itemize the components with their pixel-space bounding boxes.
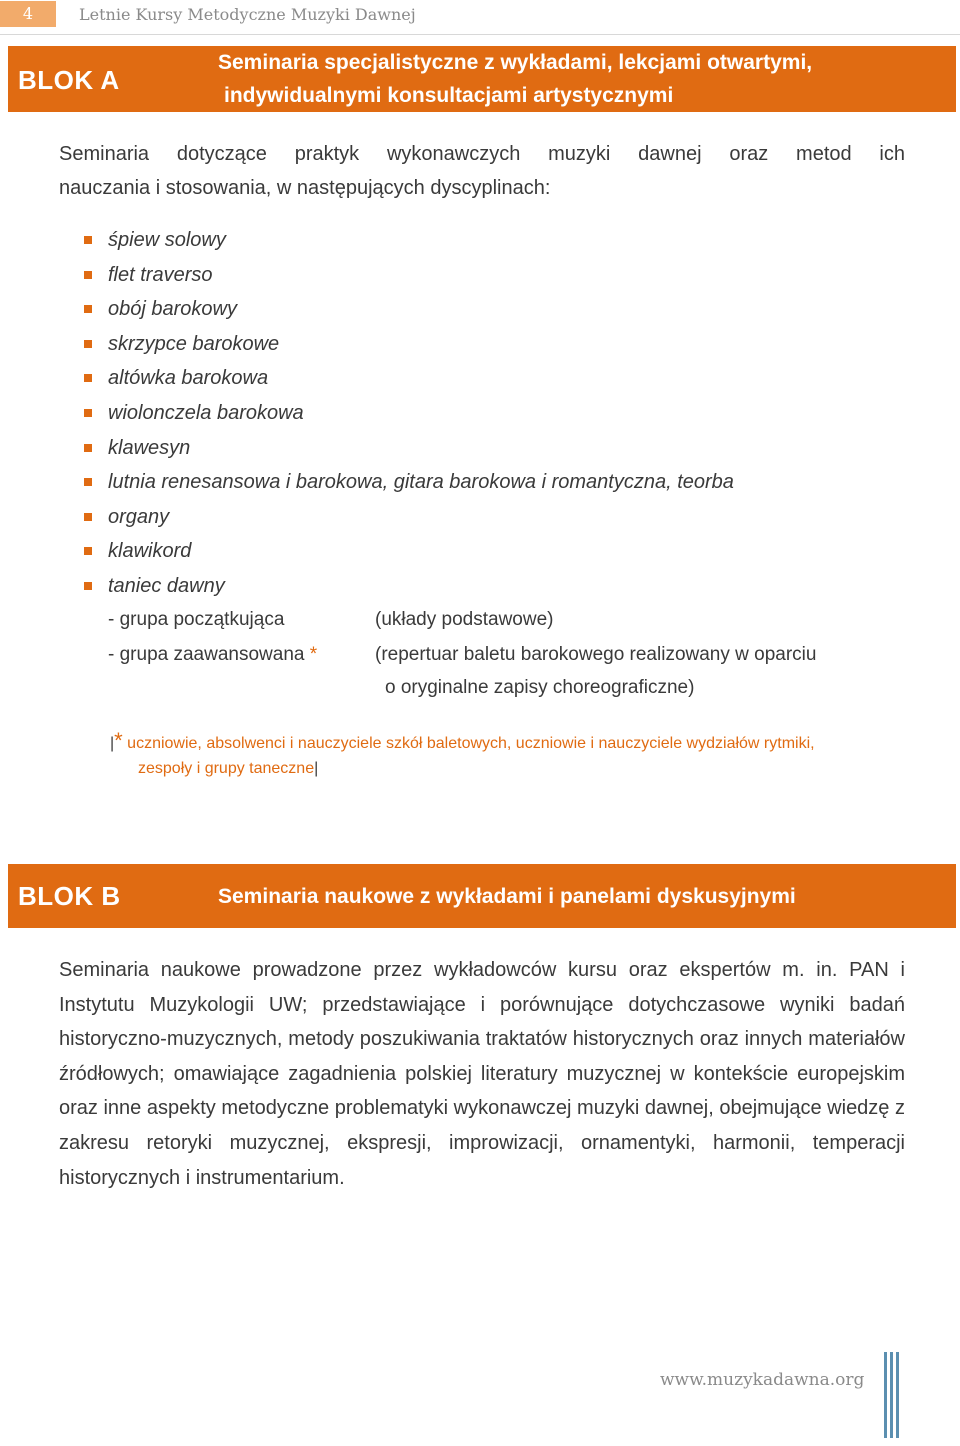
list-item: organy xyxy=(84,500,734,535)
square-bullet-icon xyxy=(84,305,92,313)
discipline-list xyxy=(84,223,734,604)
footnote-line1: uczniowie, absolwenci i nauczyciele szkół baletowych, uczniowie i nauczyciele wydziałów rytmiki, xyxy=(127,735,815,752)
blok-a-label: BLOK A xyxy=(18,65,120,95)
list-item: klawikord xyxy=(84,534,734,569)
group-beginner-desc: (układy podstawowe) xyxy=(375,609,554,630)
square-bullet-icon xyxy=(84,478,92,486)
header-rule xyxy=(0,34,960,35)
list-item: wiolonczela barokowa xyxy=(84,396,734,431)
footnote-asterisk: * xyxy=(114,728,123,753)
list-item: lutnia renesansowa i barokowa, gitara barokowa i romantyczna, teorba xyxy=(84,465,734,500)
blok-b-label: BLOK B xyxy=(18,881,121,911)
blok-b-title: Seminaria naukowe z wykładami i panelami dyskusyjnymi xyxy=(218,885,796,908)
square-bullet-icon xyxy=(84,271,92,279)
square-bullet-icon xyxy=(84,409,92,417)
list-item: obój barokowy xyxy=(84,292,734,327)
website-link[interactable]: www.muzykadawna.org xyxy=(660,1370,865,1390)
square-bullet-icon xyxy=(84,582,92,590)
list-item: śpiew solowy xyxy=(84,223,734,258)
deco-line xyxy=(896,1352,899,1438)
page-number: 4 xyxy=(0,1,56,27)
list-item: klawesyn xyxy=(84,431,734,466)
square-bullet-icon xyxy=(84,374,92,382)
blok-a-title-line1: Seminaria specjalistyczne z wykładami, lekcjami otwartymi, xyxy=(218,51,813,74)
running-title: Letnie Kursy Metodyczne Muzyki Dawnej xyxy=(79,5,416,24)
list-item: taniec dawny xyxy=(84,569,734,604)
blok-a-intro xyxy=(59,137,905,205)
square-bullet-icon xyxy=(84,547,92,555)
blok-a-title xyxy=(218,46,812,112)
blok-b-banner xyxy=(8,864,956,928)
square-bullet-icon xyxy=(84,340,92,348)
group-advanced-desc-line2: o oryginalne zapisy choreograficzne) xyxy=(385,677,695,698)
asterisk-marker: * xyxy=(309,644,318,665)
footnote xyxy=(110,728,815,781)
group-advanced-desc-line1: (repertuar baletu barokowego realizowany w oparciu xyxy=(375,644,817,665)
footnote-bar-left: | xyxy=(110,735,115,752)
blok-a-intro-line1: Seminaria dotyczące praktyk wykonawczych muzyki dawnej oraz metod ich xyxy=(59,143,905,165)
deco-line xyxy=(890,1352,893,1438)
blok-a-intro-line2: nauczania i stosowania, w następujących dyscyplinach: xyxy=(59,177,551,199)
group-beginner: - grupa początkująca xyxy=(108,609,285,630)
footnote-line2: zespoły i grupy taneczne xyxy=(138,760,315,777)
square-bullet-icon xyxy=(84,444,92,452)
group-advanced: - grupa zaawansowana * xyxy=(108,644,318,665)
list-item: skrzypce barokowe xyxy=(84,327,734,362)
deco-line xyxy=(884,1352,887,1438)
square-bullet-icon xyxy=(84,513,92,521)
square-bullet-icon xyxy=(84,236,92,244)
list-item: altówka barokowa xyxy=(84,361,734,396)
blok-a-banner xyxy=(8,46,956,112)
list-item: flet traverso xyxy=(84,258,734,293)
blok-b-paragraph: Seminaria naukowe prowadzone przez wykładowców kursu oraz ekspertów m. in. PAN i Instytutu Muzykologii UW; przedstawiające i porównujące dotychczasowe wyniki badań historyczno-muzycznych, metody poszukiwania traktatów historycznych oraz innych materiałów źródłowych; omawiające zagadnienia polskiej literatury muzycznej w kontekście europejskim oraz inne aspekty metodyczne problematyki wykonawczej muzyki dawnej, obejmujące wiedzę z zakresu retoryki muzycznej, ekspresji, improwizacji, ornamentyki, harmonii, temperacji historycznych i instrumentarium. xyxy=(59,959,905,1189)
footnote-bar-right: | xyxy=(314,760,319,777)
blok-a-title-line2: indywidualnymi konsultacjami artystycznymi xyxy=(224,84,674,107)
